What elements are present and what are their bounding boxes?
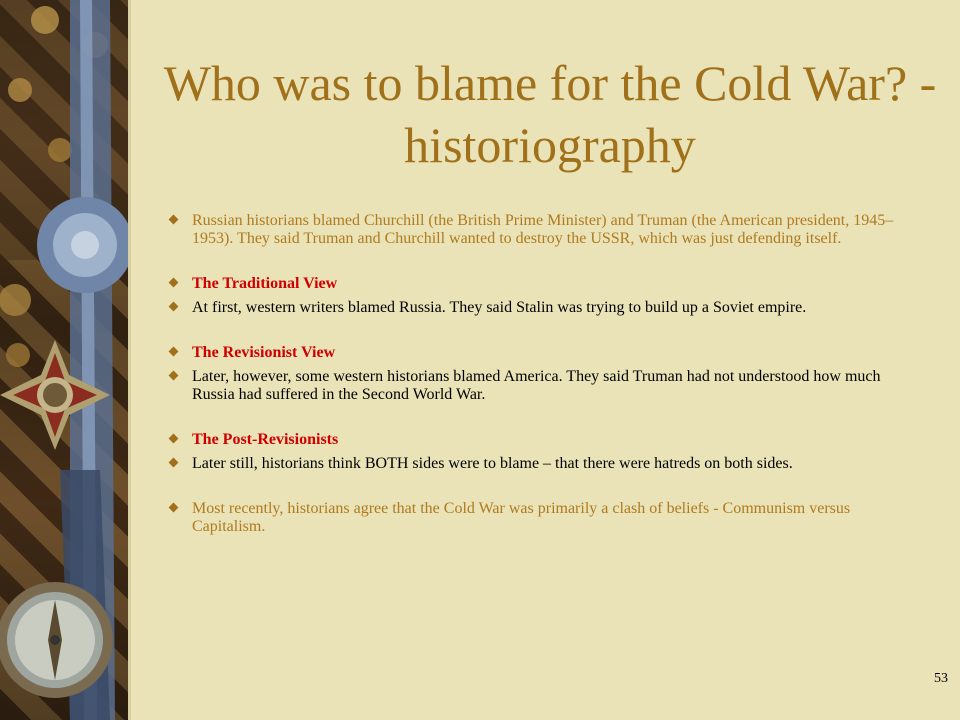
diamond-bullet-icon	[169, 278, 179, 288]
bullet-item-russian-historians	[170, 212, 910, 248]
page-number: 53	[934, 671, 948, 686]
bullet-item-post-revisionists	[170, 455, 910, 473]
bullet-item-revisionist-view	[170, 368, 910, 404]
bullet-text: The Revisionist View	[192, 344, 336, 361]
decorative-photo-art	[0, 0, 128, 720]
bullet-list	[170, 212, 910, 536]
bullet-text: Most recently, historians agree that the Cold War was primarily a clash of beliefs - Communism versus Capitalism.	[192, 500, 851, 535]
bullet-text: The Post-Revisionists	[192, 431, 339, 448]
bullet-heading-revisionist-view	[170, 344, 910, 362]
diamond-bullet-icon	[169, 302, 179, 312]
diamond-bullet-icon	[169, 458, 179, 468]
bullet-text: Later, however, some western historians blamed America. They said Truman had not understood how much Russia had suffered in the Second World War.	[192, 368, 881, 403]
bullet-item-traditional-view	[170, 299, 910, 317]
strip-divider	[128, 0, 131, 720]
bullet-item-most-recently	[170, 500, 910, 536]
bullet-text: The Traditional View	[192, 275, 338, 292]
diamond-bullet-icon	[169, 347, 179, 357]
bullet-text: Russian historians blamed Churchill (the British Prime Minister) and Truman (the American president, 1945–1953). They said Truman and Churchill wanted to destroy the USSR, which was just defending itself.	[192, 212, 894, 247]
medal-and-compass-photo-icon	[0, 0, 128, 720]
bullet-heading-post-revisionists	[170, 431, 910, 449]
bullet-heading-traditional-view	[170, 275, 910, 293]
bullet-text: At first, western writers blamed Russia. They said Stalin was trying to build up a Soviet empire.	[192, 299, 807, 316]
diamond-bullet-icon	[169, 371, 179, 381]
diamond-bullet-icon	[169, 503, 179, 513]
bullet-text: Later still, historians think BOTH sides were to blame – that there were hatreds on both sides.	[192, 455, 793, 472]
diamond-bullet-icon	[169, 434, 179, 444]
slide-title: Who was to blame for the Cold War? - historiography	[163, 55, 937, 173]
diamond-bullet-icon	[169, 215, 179, 225]
